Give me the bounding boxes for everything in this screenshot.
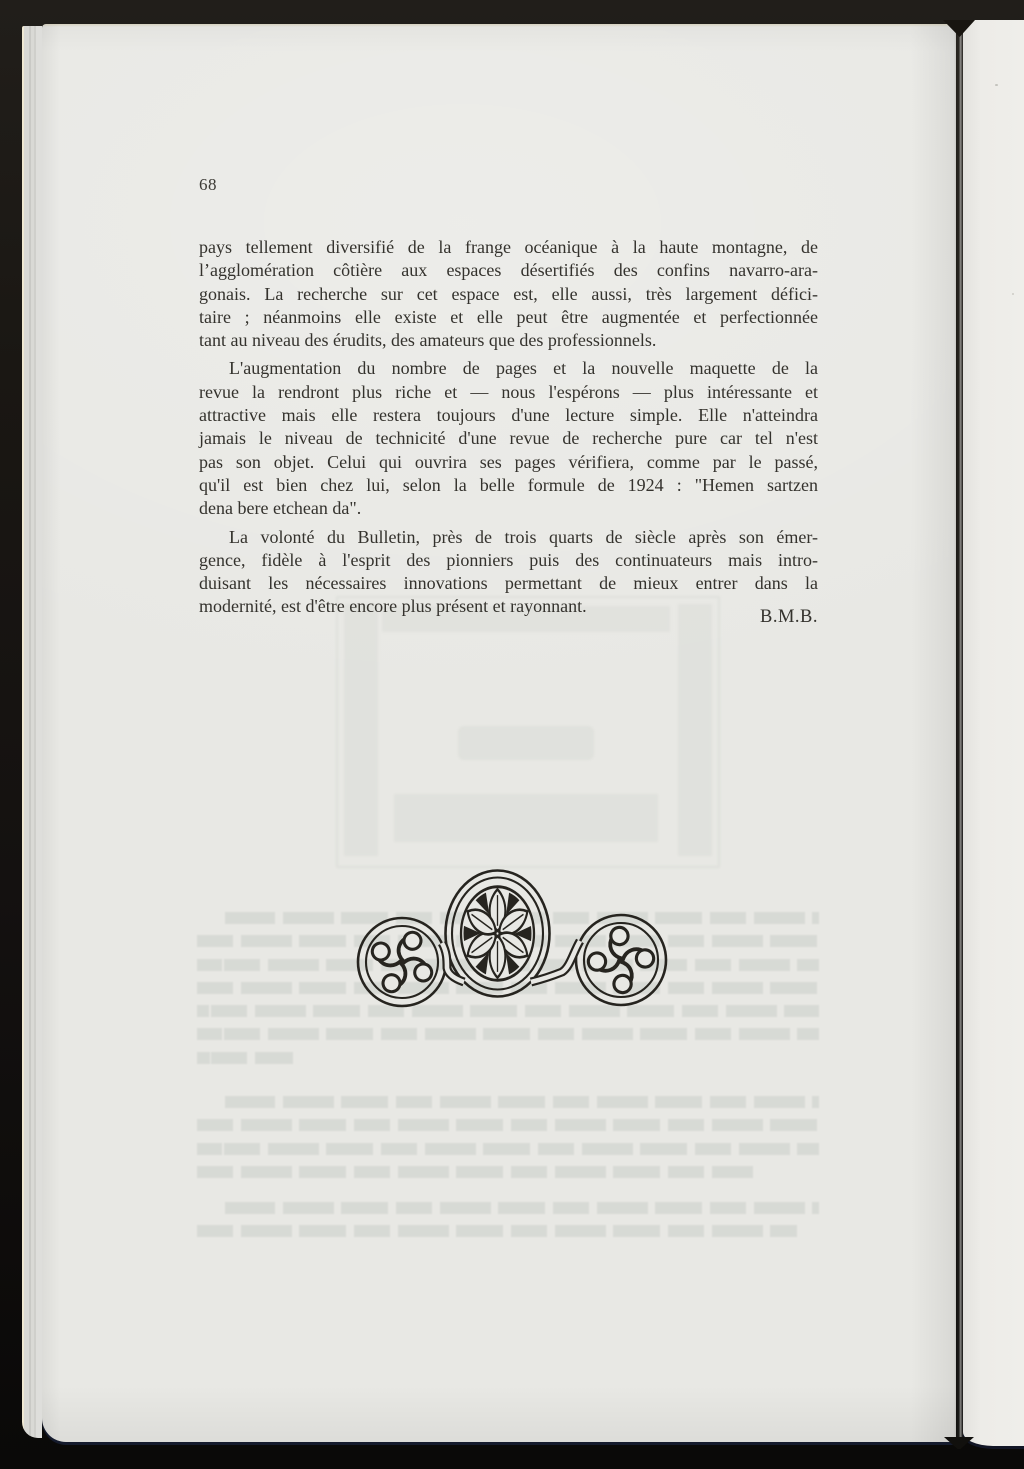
paper-speck (1012, 293, 1014, 295)
paper-speck (995, 84, 998, 86)
text-line: gonais. La recherche sur cet espace est, elle aussi, très largement défici- (199, 283, 818, 304)
paragraph (199, 236, 818, 352)
facing-page-edge (963, 20, 1024, 1446)
text-line: dena bere etchean da". (199, 498, 362, 519)
page-stack-edge (22, 26, 42, 1438)
text-line: pas son objet. Celui qui ouvrira ses pages vérifiera, comme par le passé, (199, 451, 818, 472)
text-line: l’agglomération côtière aux espaces désertifiés des confins navarro-ara- (199, 260, 818, 281)
text-line: gence, fidèle à l'esprit des pionniers puis des continuateurs mais intro- (199, 549, 818, 570)
text-line: qu'il est bien chez lui, selon la belle formule de 1924 : "Hemen sartzen (199, 474, 818, 495)
basque-ornament-graphic (340, 845, 680, 1035)
text-line: L'augmentation du nombre de pages et la nouvelle maquette de la (229, 358, 818, 379)
text-line: pays tellement diversifié de la frange océanique à la haute montagne, de (199, 237, 818, 257)
text-line: La volonté du Bulletin, près de trois quarts de siècle après son émer- (229, 526, 818, 547)
gutter-shadow-bottom (944, 1437, 974, 1449)
text-line: modernité, est d'être encore plus présent et rayonnant. (199, 596, 587, 617)
text-line: taire ; néanmoins elle existe et elle peut être augmentée et perfectionnée (199, 306, 818, 327)
text-line: revue la rendront plus riche et — nous l'espérons — plus intéressante et (199, 381, 818, 402)
text-line: tant au niveau des érudits, des amateurs que des professionnels. (199, 330, 657, 351)
body-text (199, 236, 818, 619)
signature: B.M.B. (759, 607, 818, 627)
text-line: jamais le niveau de technicité d'une revue de recherche pure car tel n'est (199, 428, 818, 449)
paragraph (199, 526, 818, 619)
paragraph (199, 357, 818, 520)
text-line: attractive mais elle restera toujours d'une lecture simple. Elle n'atteindra (199, 405, 818, 426)
text-line: duisant les nécessaires innovations permettant de mieux entrer dans la (199, 573, 818, 594)
page-number: 68 (199, 175, 217, 194)
